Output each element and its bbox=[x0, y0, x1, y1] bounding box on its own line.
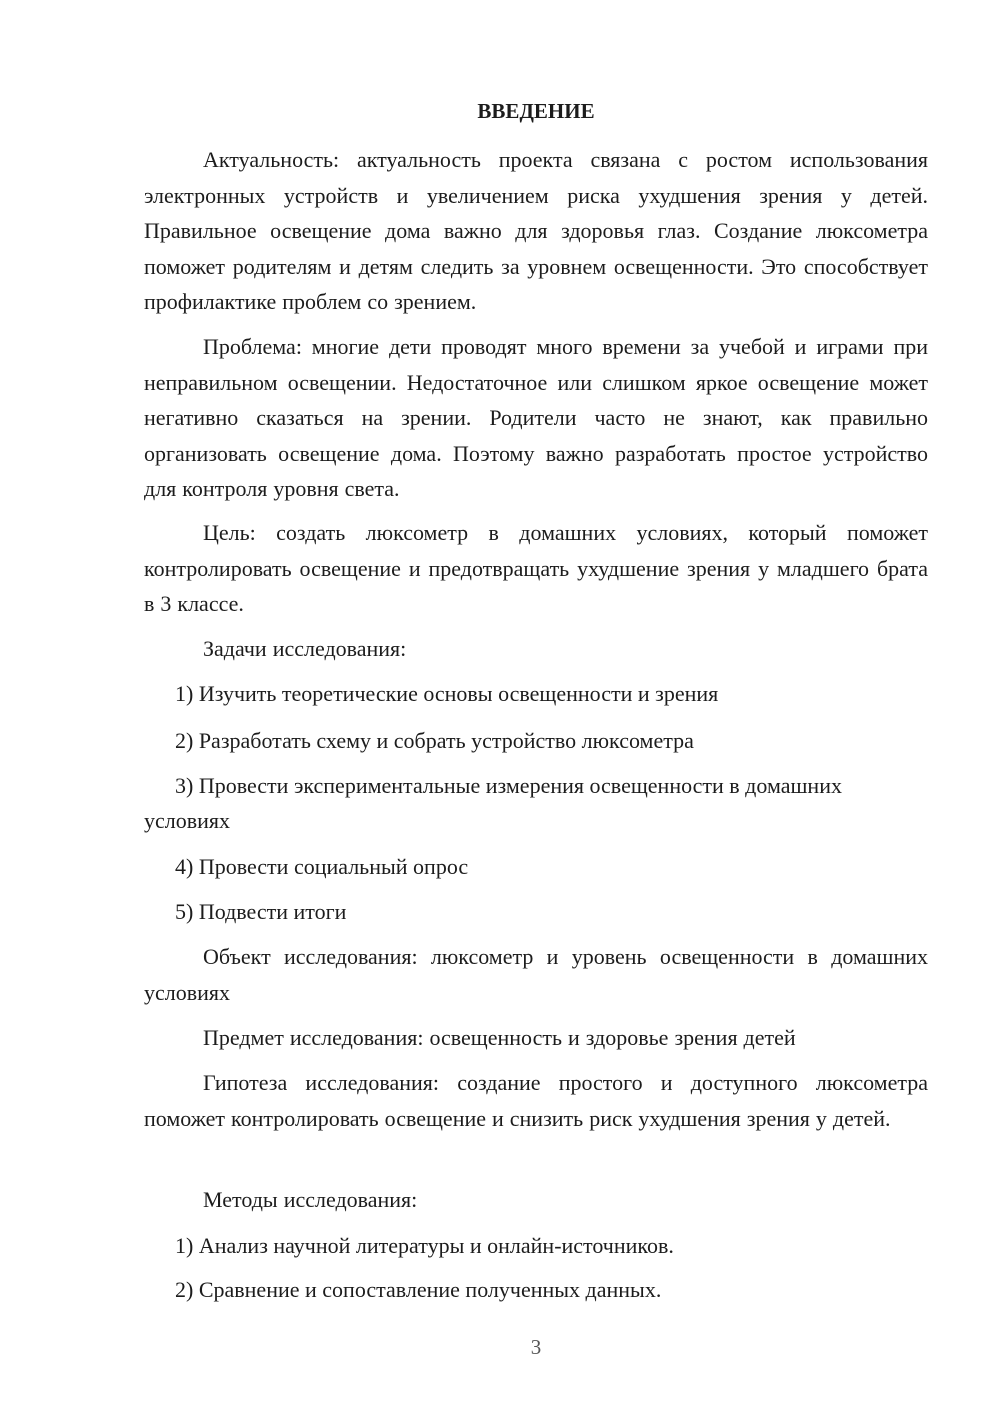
task-item: 3) Провести экспериментальные измерения освещенности в домашних условиях bbox=[144, 773, 842, 833]
task-item: 1) Изучить теоретические основы освещенности и зрения bbox=[175, 681, 719, 706]
paragraph-relevance: Актуальность: актуальность проекта связана с ростом использования электронных устройств и увеличением риска ухудшения зрения у детей. Правильное освещение дома важно для здоровья глаз. Создание люксометра поможет родителям и детям следить за уровнем освещенности. Это способствует профилактике проблем со зрением. bbox=[144, 147, 928, 314]
paragraph-hypothesis: Гипотеза исследования: создание простого и доступного люксометра поможет контролировать освещение и снизить риск ухудшения зрения у детей. bbox=[144, 1070, 928, 1131]
paragraph-tasks-title: Задачи исследования: bbox=[203, 636, 407, 661]
section-heading: ВВЕДЕНИЕ bbox=[477, 99, 595, 123]
paragraph-methods-title: Методы исследования: bbox=[203, 1187, 418, 1212]
method-item: 2) Сравнение и сопоставление полученных данных. bbox=[175, 1277, 662, 1302]
method-item: 1) Анализ научной литературы и онлайн-источников. bbox=[175, 1233, 674, 1258]
task-item: 2) Разработать схему и собрать устройство люксометра bbox=[175, 728, 694, 753]
task-item: 4) Провести социальный опрос bbox=[175, 854, 469, 879]
paragraph-goal: Цель: создать люксометр в домашних условиях, который поможет контролировать освещение и предотвращать ухудшение зрения у младшего брата в 3 классе. bbox=[144, 520, 928, 616]
paragraph-problem: Проблема: многие дети проводят много времени за учебой и играми при неправильном освещении. Недостаточное или слишком яркое освещение может негативно сказаться на зрении. Родители часто не знают, как правильно организовать освещение дома. Поэтому важно разработать простое устройство для контроля уровня света. bbox=[144, 334, 928, 501]
paragraph-object: Объект исследования: люксометр и уровень освещенности в домашних условиях bbox=[144, 944, 928, 1005]
page-number: 3 bbox=[530, 1335, 542, 1359]
paragraph-subject: Предмет исследования: освещенность и здоровье зрения детей bbox=[203, 1025, 796, 1050]
task-item: 5) Подвести итоги bbox=[175, 899, 347, 924]
